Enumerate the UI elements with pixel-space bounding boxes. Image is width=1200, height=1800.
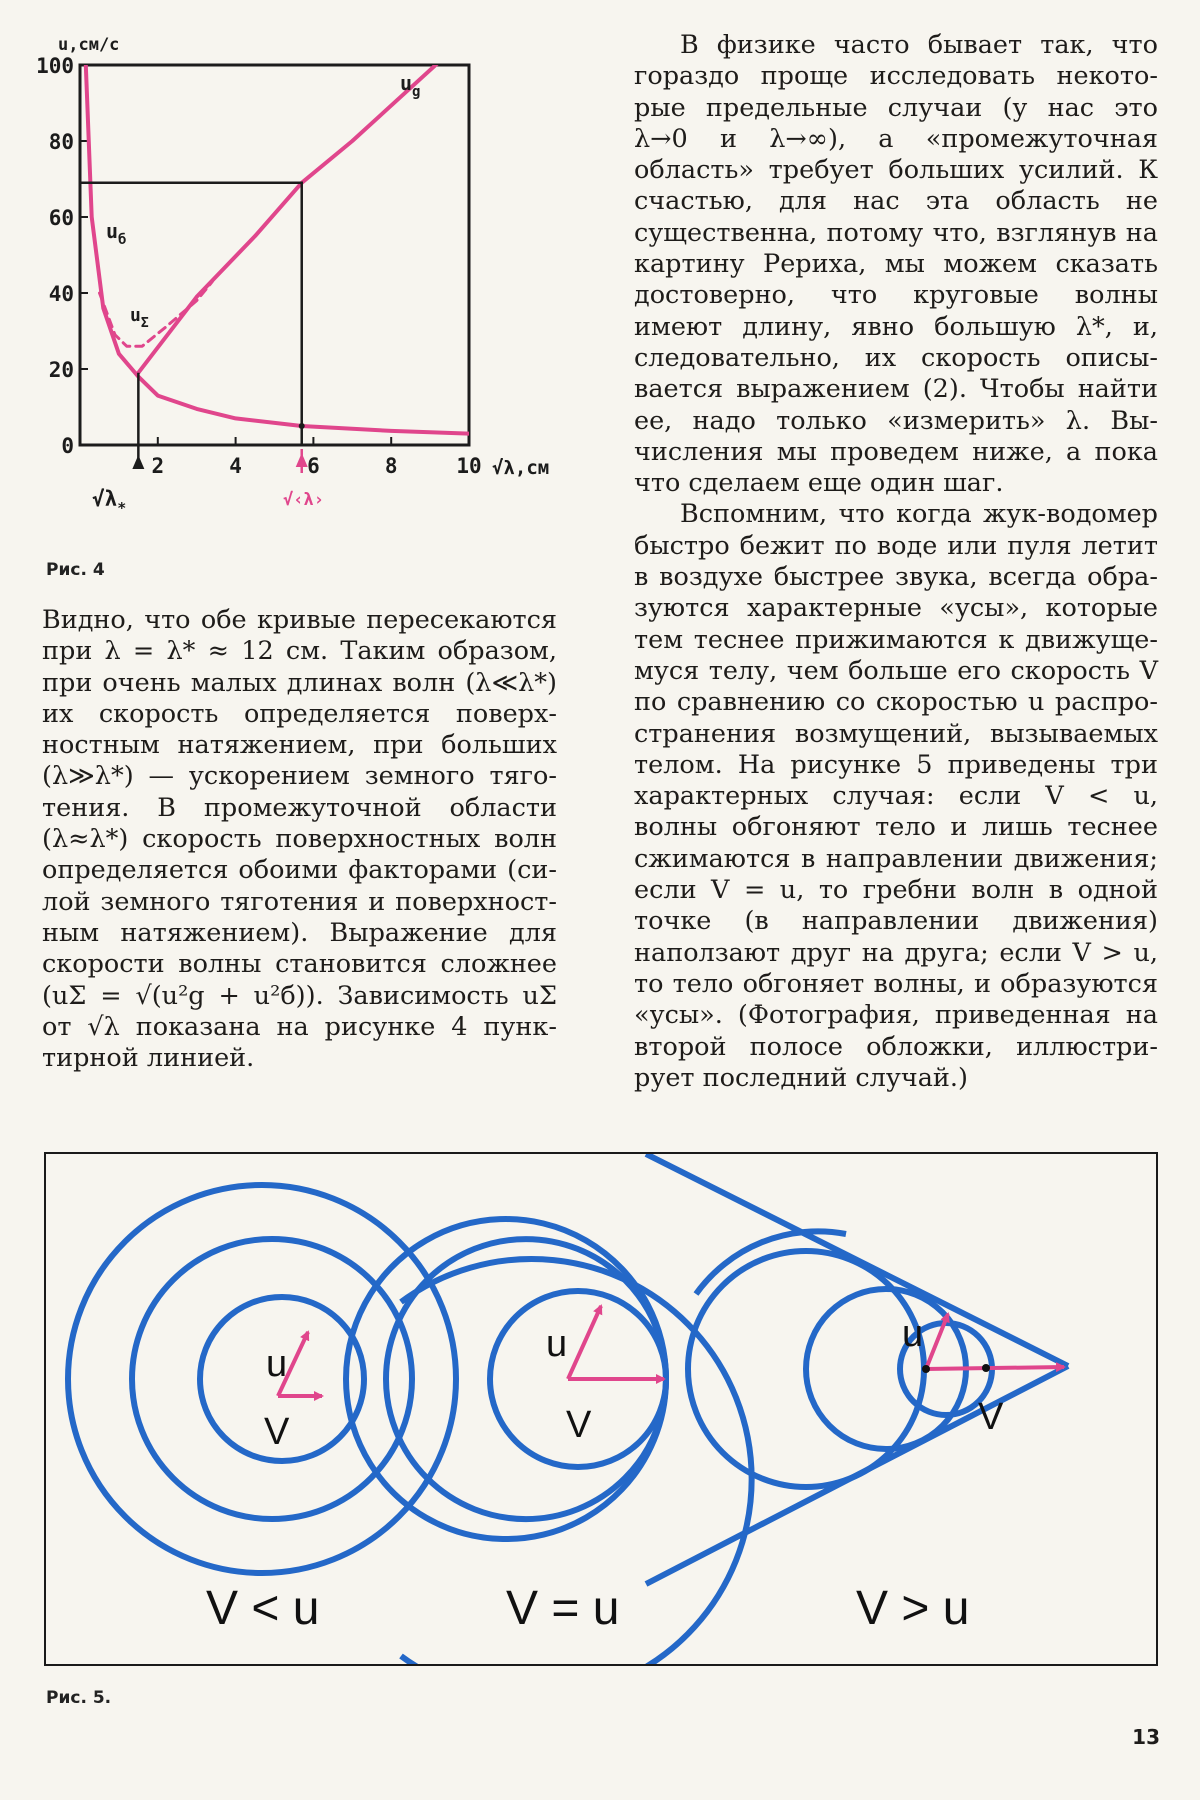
y-tick-label: 60 bbox=[48, 206, 74, 230]
panel2-v-label: V bbox=[566, 1404, 592, 1446]
lambda-average-point bbox=[299, 423, 305, 429]
panel2-title: V = u bbox=[506, 1582, 620, 1635]
figure-5-caption: Рис. 5. bbox=[46, 1688, 112, 1708]
label-u-g: $u_g$ bbox=[400, 71, 421, 100]
label-u-sum: $u_\Sigma$ bbox=[130, 305, 149, 331]
y-tick-label: 100 bbox=[36, 54, 74, 78]
chart-y-axis-label: u,см/с bbox=[58, 35, 120, 55]
v-arrow bbox=[926, 1367, 1064, 1369]
marker-lambda-average: √‹λ› bbox=[283, 490, 324, 510]
figure-4-chart bbox=[30, 20, 570, 540]
x-tick-label: 6 bbox=[307, 454, 320, 478]
x-tick-label: 4 bbox=[229, 454, 242, 478]
u-arrow bbox=[568, 1306, 601, 1379]
marker-lambda-star: $√\lambda_*$ bbox=[92, 487, 127, 517]
series-line-u_Σ bbox=[100, 282, 213, 347]
y-tick-label: 0 bbox=[61, 434, 74, 458]
lambda-star-arrow bbox=[132, 455, 144, 469]
panel-v-less-u bbox=[68, 1185, 456, 1573]
panel3-title: V > u bbox=[856, 1582, 970, 1635]
panel1-v-label: V bbox=[264, 1411, 290, 1453]
y-tick-label: 40 bbox=[48, 282, 74, 306]
x-tick-label: 8 bbox=[384, 454, 398, 478]
figure-4-caption: Рис. 4 bbox=[46, 560, 105, 580]
y-tick-label: 80 bbox=[48, 130, 74, 154]
wave-circle bbox=[68, 1185, 456, 1573]
page-number: 13 bbox=[1132, 1725, 1160, 1749]
right-paragraph-2: Вспомним, что когда жук-водомер быстро бежит по воде или пуля летит в воздухе быстрее звука, всегда образуются характерные «усы», которые тем теснее прижимаются к движущемуся телу, чем больше его скорость V по сравнению со скоростью u распространения возмущений, вызываемых телом. На рисунке 5 приведены три характерных случая: если V < u, волны обгоняют тело и лишь теснее сжимаются в направлении движения; если V = u, то гребни волн в одной точке (в направлении движения) наползают друг на друга; если V > u, то тело обгоняет волны, и образуются «усы». (Фотография, приведенная на второй полосе обложки, иллюстрирует последний случай.) bbox=[634, 499, 1158, 1093]
right-column bbox=[634, 30, 1158, 1094]
body-point bbox=[982, 1364, 990, 1372]
panel1-u-label: u bbox=[266, 1343, 288, 1385]
panel1-title: V < u bbox=[206, 1582, 320, 1635]
left-column bbox=[42, 605, 557, 1074]
x-tick-label: 2 bbox=[151, 454, 165, 478]
right-paragraph-1: В физике часто бывает так, что гораздо проще исследовать некоторые предельные случаи (у нас это λ→0 и λ→∞), а «промежуточная область» требует больших усилий. К счастью, для нас эта область не существенна, потому что, взглянув на картину Рериха, мы можем сказать достоверно, что круговые волны имеют длину, явно большую λ*, и, следовательно, их скорость описывается выражением (2). Чтобы найти ее, надо только «измерить» λ. Вычисления мы проведем ниже, а пока что сделаем еще один шаг. bbox=[634, 30, 1158, 499]
y-tick-label: 20 bbox=[48, 358, 74, 382]
figure-5-frame bbox=[44, 1152, 1158, 1666]
panel3-v-label: V bbox=[978, 1396, 1004, 1438]
lambda-average-arrow bbox=[296, 453, 308, 467]
body-point bbox=[922, 1365, 930, 1373]
panel2-u-label: u bbox=[546, 1323, 568, 1365]
panel3-u-label: u bbox=[902, 1313, 924, 1355]
label-u-surface: $u_б$ bbox=[106, 219, 127, 248]
chart-x-axis-label: √λ,см bbox=[492, 457, 550, 479]
x-tick-label: 10 bbox=[456, 454, 482, 478]
series-line-u_б bbox=[86, 65, 469, 434]
left-paragraph-1: Видно, что обе кривые пересекаются при λ = λ* ≈ 12 см. Таким образом, при очень малых длинах волн (λ≪λ*) их скорость определяется поверхностным натяжением, при больших (λ≫λ*) — ускорением земного тяготения. В промежуточной области (λ≈λ*) скорость поверхностных волн определяется обоими факторами (силой земного тяготения и поверхностным натяжением). Выражение для скорости волны становится сложнее (uΣ = √(u²g + u²б)). Зависимость uΣ от √λ показана на рисунке 4 пунктирной линией. bbox=[42, 605, 557, 1074]
chart-x-ticks bbox=[151, 437, 481, 478]
panel-v-greater-u bbox=[646, 1154, 1068, 1584]
figure-5-drawing bbox=[46, 1154, 1156, 1664]
